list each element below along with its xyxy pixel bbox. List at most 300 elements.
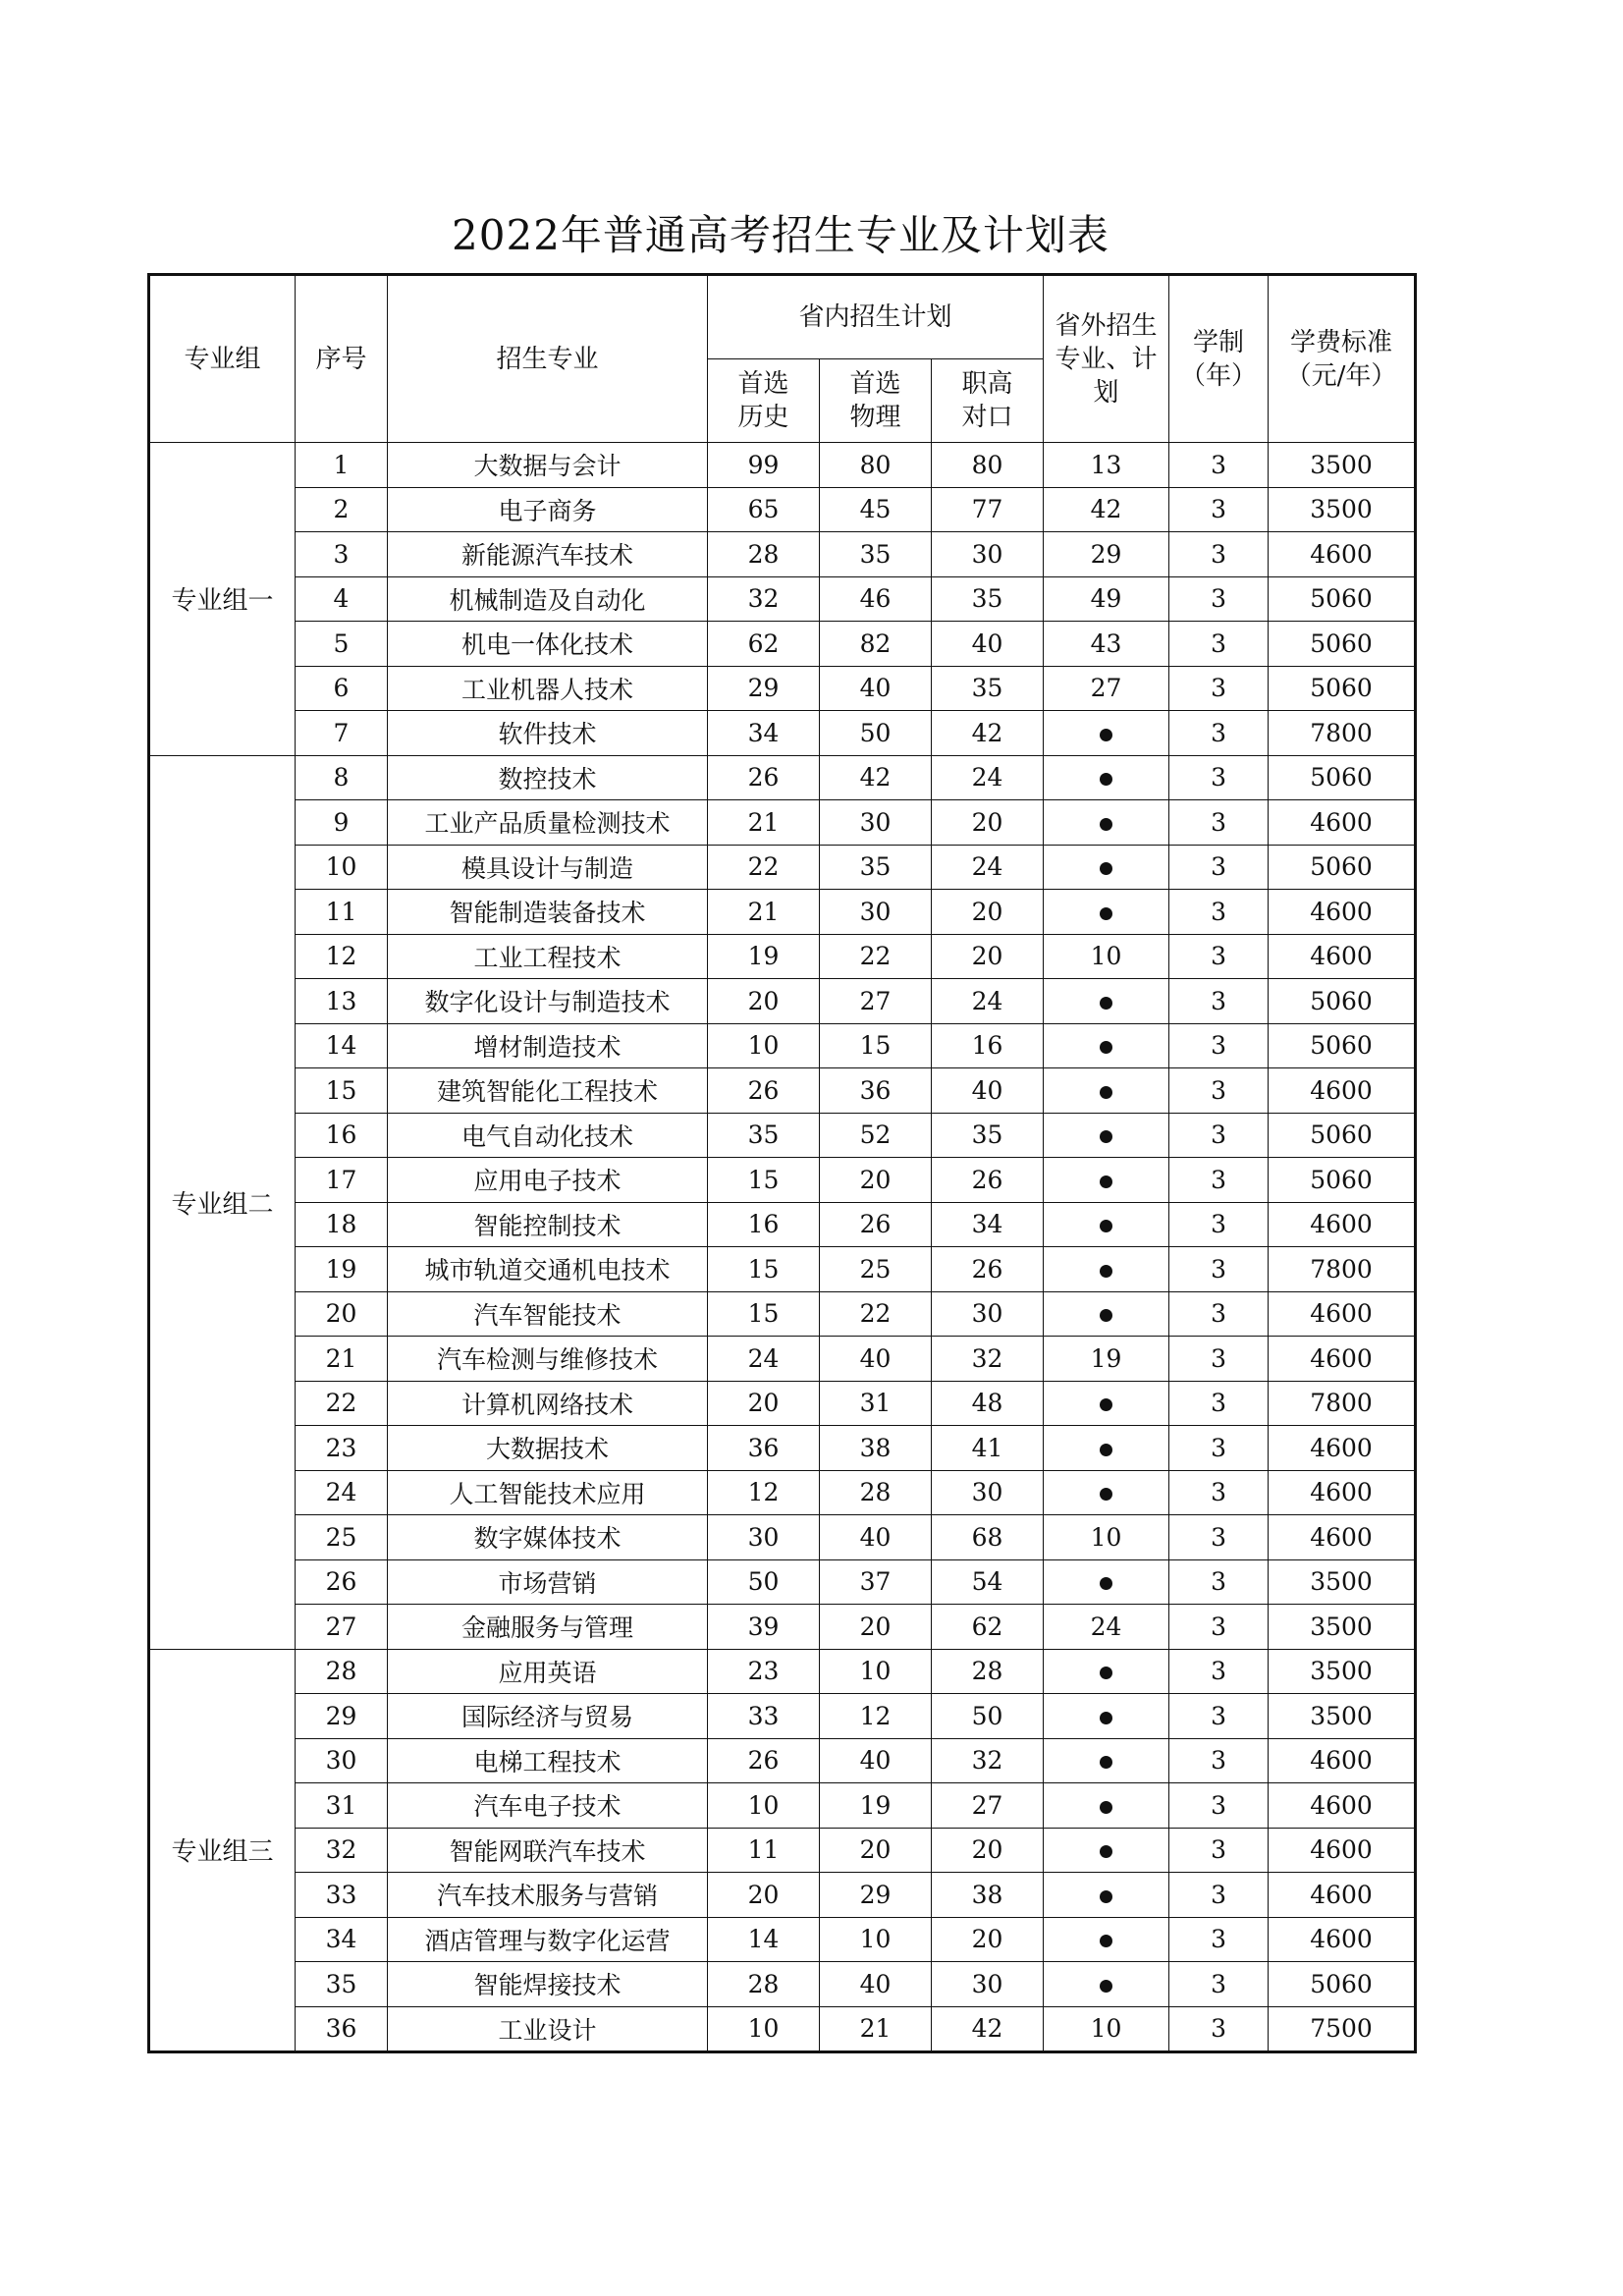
bullet-icon (1100, 1801, 1112, 1814)
tuition-cell: 3500 (1269, 487, 1416, 532)
seq-cell: 24 (296, 1470, 388, 1515)
tuition-cell: 4600 (1269, 1470, 1416, 1515)
years-cell: 3 (1169, 2006, 1269, 2052)
physics-count-cell: 10 (820, 1917, 932, 1962)
out-province-cell (1044, 890, 1169, 935)
bullet-icon (1100, 1712, 1112, 1724)
years-cell: 3 (1169, 1470, 1269, 1515)
years-cell: 3 (1169, 1828, 1269, 1873)
out-province-cell: 13 (1044, 443, 1169, 488)
bullet-icon (1100, 1220, 1112, 1232)
seq-cell: 9 (296, 800, 388, 846)
major-cell: 酒店管理与数字化运营 (388, 1917, 708, 1962)
seq-cell: 18 (296, 1202, 388, 1247)
major-cell: 市场营销 (388, 1559, 708, 1605)
table-row (149, 443, 1416, 488)
out-province-cell (1044, 1381, 1169, 1426)
major-cell: 工业产品质量检测技术 (388, 800, 708, 846)
bullet-icon (1100, 1845, 1112, 1858)
physics-count-cell: 15 (820, 1023, 932, 1068)
table-row (149, 1381, 1416, 1426)
physics-count-cell: 40 (820, 1337, 932, 1382)
enrollment-plan-table (147, 273, 1417, 2053)
table-row (149, 487, 1416, 532)
physics-count-cell: 20 (820, 1828, 932, 1873)
major-cell: 智能焊接技术 (388, 1962, 708, 2007)
seq-cell: 17 (296, 1158, 388, 1203)
years-cell: 3 (1169, 1426, 1269, 1471)
table-row (149, 1247, 1416, 1292)
tuition-cell: 4600 (1269, 532, 1416, 577)
out-province-cell: 10 (1044, 2006, 1169, 2052)
vocational-count-cell: 54 (932, 1559, 1044, 1605)
major-cell: 智能网联汽车技术 (388, 1828, 708, 1873)
tuition-cell: 5060 (1269, 755, 1416, 800)
vocational-count-cell: 32 (932, 1337, 1044, 1382)
years-cell: 3 (1169, 1649, 1269, 1694)
major-cell: 数控技术 (388, 755, 708, 800)
table-row (149, 711, 1416, 756)
tuition-cell: 5060 (1269, 1962, 1416, 2007)
history-count-cell: 26 (708, 1738, 820, 1783)
header-in-province: 省内招生计划 (708, 275, 1044, 359)
header-tuition: 学费标准（元/年） (1269, 275, 1416, 443)
vocational-count-cell: 27 (932, 1783, 1044, 1829)
vocational-count-cell: 32 (932, 1738, 1044, 1783)
seq-cell: 22 (296, 1381, 388, 1426)
vocational-count-cell: 30 (932, 1962, 1044, 2007)
header-physics: 首选物理 (820, 359, 932, 443)
header-vocational: 职高对口 (932, 359, 1044, 443)
years-cell: 3 (1169, 800, 1269, 846)
table-row (149, 1605, 1416, 1650)
history-count-cell: 19 (708, 934, 820, 979)
bullet-icon (1100, 1398, 1112, 1411)
vocational-count-cell: 30 (932, 1291, 1044, 1337)
tuition-cell: 4600 (1269, 800, 1416, 846)
history-count-cell: 26 (708, 755, 820, 800)
out-province-cell (1044, 1828, 1169, 1873)
years-cell: 3 (1169, 934, 1269, 979)
tuition-cell: 4600 (1269, 1873, 1416, 1918)
vocational-count-cell: 48 (932, 1381, 1044, 1426)
out-province-cell: 49 (1044, 576, 1169, 622)
table-row (149, 1515, 1416, 1560)
out-province-cell (1044, 755, 1169, 800)
history-count-cell: 22 (708, 845, 820, 890)
years-cell: 3 (1169, 443, 1269, 488)
table-row (149, 1337, 1416, 1382)
seq-cell: 27 (296, 1605, 388, 1650)
years-cell: 3 (1169, 1202, 1269, 1247)
tuition-cell: 4600 (1269, 1337, 1416, 1382)
physics-count-cell: 45 (820, 487, 932, 532)
vocational-count-cell: 16 (932, 1023, 1044, 1068)
table-row (149, 1649, 1416, 1694)
years-cell: 3 (1169, 1962, 1269, 2007)
vocational-count-cell: 20 (932, 934, 1044, 979)
table-row (149, 1917, 1416, 1962)
bullet-icon (1100, 818, 1112, 831)
seq-cell: 15 (296, 1068, 388, 1114)
bullet-icon (1100, 1041, 1112, 1054)
table-row (149, 1559, 1416, 1605)
history-count-cell: 28 (708, 532, 820, 577)
physics-count-cell: 30 (820, 890, 932, 935)
major-cell: 应用英语 (388, 1649, 708, 1694)
out-province-cell (1044, 1470, 1169, 1515)
out-province-cell (1044, 1247, 1169, 1292)
vocational-count-cell: 24 (932, 979, 1044, 1024)
tuition-cell: 4600 (1269, 1917, 1416, 1962)
seq-cell: 19 (296, 1247, 388, 1292)
bullet-icon (1100, 1935, 1112, 1947)
out-province-cell (1044, 1694, 1169, 1739)
history-count-cell: 33 (708, 1694, 820, 1739)
major-cell: 汽车智能技术 (388, 1291, 708, 1337)
out-province-cell: 42 (1044, 487, 1169, 532)
seq-cell: 25 (296, 1515, 388, 1560)
table-row (149, 934, 1416, 979)
history-count-cell: 99 (708, 443, 820, 488)
vocational-count-cell: 20 (932, 890, 1044, 935)
history-count-cell: 15 (708, 1247, 820, 1292)
vocational-count-cell: 77 (932, 487, 1044, 532)
physics-count-cell: 37 (820, 1559, 932, 1605)
major-cell: 城市轨道交通机电技术 (388, 1247, 708, 1292)
out-province-cell (1044, 1783, 1169, 1829)
bullet-icon (1100, 1444, 1112, 1456)
physics-count-cell: 10 (820, 1649, 932, 1694)
physics-count-cell: 29 (820, 1873, 932, 1918)
tuition-cell: 5060 (1269, 1158, 1416, 1203)
seq-cell: 2 (296, 487, 388, 532)
physics-count-cell: 26 (820, 1202, 932, 1247)
out-province-cell (1044, 1962, 1169, 2007)
physics-count-cell: 30 (820, 800, 932, 846)
major-cell: 汽车电子技术 (388, 1783, 708, 1829)
history-count-cell: 20 (708, 979, 820, 1024)
bullet-icon (1100, 1309, 1112, 1322)
years-cell: 3 (1169, 845, 1269, 890)
history-count-cell: 20 (708, 1381, 820, 1426)
bullet-icon (1100, 729, 1112, 741)
tuition-cell: 4600 (1269, 1202, 1416, 1247)
vocational-count-cell: 68 (932, 1515, 1044, 1560)
tuition-cell: 4600 (1269, 1426, 1416, 1471)
seq-cell: 21 (296, 1337, 388, 1382)
major-cell: 新能源汽车技术 (388, 532, 708, 577)
physics-count-cell: 27 (820, 979, 932, 1024)
years-cell: 3 (1169, 1559, 1269, 1605)
years-cell: 3 (1169, 1738, 1269, 1783)
years-cell: 3 (1169, 1783, 1269, 1829)
years-cell: 3 (1169, 622, 1269, 667)
history-count-cell: 15 (708, 1291, 820, 1337)
tuition-cell: 7800 (1269, 1381, 1416, 1426)
vocational-count-cell: 30 (932, 532, 1044, 577)
years-cell: 3 (1169, 1023, 1269, 1068)
history-count-cell: 36 (708, 1426, 820, 1471)
vocational-count-cell: 42 (932, 711, 1044, 756)
tuition-cell: 4600 (1269, 890, 1416, 935)
seq-cell: 12 (296, 934, 388, 979)
physics-count-cell: 40 (820, 1962, 932, 2007)
out-province-cell (1044, 1023, 1169, 1068)
physics-count-cell: 80 (820, 443, 932, 488)
vocational-count-cell: 35 (932, 576, 1044, 622)
physics-count-cell: 19 (820, 1783, 932, 1829)
history-count-cell: 65 (708, 487, 820, 532)
table-row (149, 1426, 1416, 1471)
major-cell: 人工智能技术应用 (388, 1470, 708, 1515)
table-row (149, 1694, 1416, 1739)
years-cell: 3 (1169, 1694, 1269, 1739)
major-cell: 电子商务 (388, 487, 708, 532)
table-row (149, 666, 1416, 711)
seq-cell: 14 (296, 1023, 388, 1068)
out-province-cell (1044, 1291, 1169, 1337)
seq-cell: 33 (296, 1873, 388, 1918)
vocational-count-cell: 35 (932, 1113, 1044, 1158)
history-count-cell: 62 (708, 622, 820, 667)
bullet-icon (1100, 1175, 1112, 1188)
physics-count-cell: 28 (820, 1470, 932, 1515)
table-body (149, 443, 1416, 2052)
vocational-count-cell: 80 (932, 443, 1044, 488)
history-count-cell: 14 (708, 1917, 820, 1962)
table-row (149, 1783, 1416, 1829)
history-count-cell: 32 (708, 576, 820, 622)
vocational-count-cell: 26 (932, 1158, 1044, 1203)
bullet-icon (1100, 1667, 1112, 1679)
seq-cell: 32 (296, 1828, 388, 1873)
history-count-cell: 50 (708, 1559, 820, 1605)
major-cell: 工业设计 (388, 2006, 708, 2052)
out-province-cell (1044, 800, 1169, 846)
seq-cell: 36 (296, 2006, 388, 2052)
seq-cell: 35 (296, 1962, 388, 2007)
seq-cell: 10 (296, 845, 388, 890)
tuition-cell: 3500 (1269, 1605, 1416, 1650)
table-row (149, 576, 1416, 622)
header-years: 学制（年） (1169, 275, 1269, 443)
group-label: 专业组二 (149, 755, 296, 1649)
major-cell: 机电一体化技术 (388, 622, 708, 667)
page-title: 2022年普通高考招生专业及计划表 (452, 211, 1109, 259)
major-cell: 工业工程技术 (388, 934, 708, 979)
physics-count-cell: 21 (820, 2006, 932, 2052)
years-cell: 3 (1169, 487, 1269, 532)
table-header (149, 275, 1416, 443)
out-province-cell: 19 (1044, 1337, 1169, 1382)
tuition-cell: 5060 (1269, 845, 1416, 890)
vocational-count-cell: 26 (932, 1247, 1044, 1292)
seq-cell: 23 (296, 1426, 388, 1471)
physics-count-cell: 12 (820, 1694, 932, 1739)
history-count-cell: 21 (708, 890, 820, 935)
seq-cell: 1 (296, 443, 388, 488)
out-province-cell (1044, 711, 1169, 756)
major-cell: 软件技术 (388, 711, 708, 756)
history-count-cell: 26 (708, 1068, 820, 1114)
major-cell: 大数据与会计 (388, 443, 708, 488)
vocational-count-cell: 20 (932, 800, 1044, 846)
major-cell: 工业机器人技术 (388, 666, 708, 711)
history-count-cell: 10 (708, 1783, 820, 1829)
out-province-cell (1044, 1426, 1169, 1471)
physics-count-cell: 20 (820, 1158, 932, 1203)
physics-count-cell: 52 (820, 1113, 932, 1158)
physics-count-cell: 20 (820, 1605, 932, 1650)
history-count-cell: 16 (708, 1202, 820, 1247)
physics-count-cell: 36 (820, 1068, 932, 1114)
physics-count-cell: 35 (820, 845, 932, 890)
major-cell: 国际经济与贸易 (388, 1694, 708, 1739)
table-row (149, 1023, 1416, 1068)
bullet-icon (1100, 1577, 1112, 1590)
physics-count-cell: 38 (820, 1426, 932, 1471)
major-cell: 数字媒体技术 (388, 1515, 708, 1560)
tuition-cell: 3500 (1269, 1559, 1416, 1605)
vocational-count-cell: 24 (932, 845, 1044, 890)
seq-cell: 5 (296, 622, 388, 667)
group-label: 专业组三 (149, 1649, 296, 2052)
vocational-count-cell: 30 (932, 1470, 1044, 1515)
vocational-count-cell: 35 (932, 666, 1044, 711)
seq-cell: 28 (296, 1649, 388, 1694)
table-row (149, 845, 1416, 890)
years-cell: 3 (1169, 532, 1269, 577)
tuition-cell: 7500 (1269, 2006, 1416, 2052)
seq-cell: 7 (296, 711, 388, 756)
table-row (149, 890, 1416, 935)
bullet-icon (1100, 1980, 1112, 1993)
table-row (149, 1291, 1416, 1337)
out-province-cell (1044, 1738, 1169, 1783)
major-cell: 数字化设计与制造技术 (388, 979, 708, 1024)
physics-count-cell: 25 (820, 1247, 932, 1292)
physics-count-cell: 35 (820, 532, 932, 577)
years-cell: 3 (1169, 1158, 1269, 1203)
table-row (149, 1738, 1416, 1783)
tuition-cell: 5060 (1269, 666, 1416, 711)
table-row (149, 1873, 1416, 1918)
table-row (149, 1068, 1416, 1114)
tuition-cell: 4600 (1269, 1783, 1416, 1829)
physics-count-cell: 40 (820, 666, 932, 711)
years-cell: 3 (1169, 1337, 1269, 1382)
years-cell: 3 (1169, 1381, 1269, 1426)
out-province-cell (1044, 1202, 1169, 1247)
bullet-icon (1100, 1488, 1112, 1501)
major-cell: 电气自动化技术 (388, 1113, 708, 1158)
physics-count-cell: 22 (820, 1291, 932, 1337)
tuition-cell: 5060 (1269, 1023, 1416, 1068)
header-history: 首选历史 (708, 359, 820, 443)
vocational-count-cell: 20 (932, 1828, 1044, 1873)
seq-cell: 34 (296, 1917, 388, 1962)
table-row (149, 1962, 1416, 2007)
seq-cell: 16 (296, 1113, 388, 1158)
bullet-icon (1100, 1265, 1112, 1278)
vocational-count-cell: 50 (932, 1694, 1044, 1739)
out-province-cell: 29 (1044, 532, 1169, 577)
bullet-icon (1100, 862, 1112, 875)
major-cell: 汽车技术服务与营销 (388, 1873, 708, 1918)
vocational-count-cell: 34 (932, 1202, 1044, 1247)
vocational-count-cell: 41 (932, 1426, 1044, 1471)
years-cell: 3 (1169, 890, 1269, 935)
history-count-cell: 10 (708, 1023, 820, 1068)
tuition-cell: 3500 (1269, 443, 1416, 488)
bullet-icon (1100, 907, 1112, 920)
table-row (149, 800, 1416, 846)
history-count-cell: 12 (708, 1470, 820, 1515)
major-cell: 金融服务与管理 (388, 1605, 708, 1650)
years-cell: 3 (1169, 666, 1269, 711)
vocational-count-cell: 62 (932, 1605, 1044, 1650)
years-cell: 3 (1169, 755, 1269, 800)
major-cell: 模具设计与制造 (388, 845, 708, 890)
out-province-cell (1044, 1649, 1169, 1694)
out-province-cell: 10 (1044, 1515, 1169, 1560)
years-cell: 3 (1169, 1113, 1269, 1158)
vocational-count-cell: 28 (932, 1649, 1044, 1694)
major-cell: 智能控制技术 (388, 1202, 708, 1247)
history-count-cell: 10 (708, 2006, 820, 2052)
table-row (149, 1113, 1416, 1158)
seq-cell: 29 (296, 1694, 388, 1739)
table-row (149, 1202, 1416, 1247)
out-province-cell (1044, 979, 1169, 1024)
major-cell: 应用电子技术 (388, 1158, 708, 1203)
tuition-cell: 4600 (1269, 934, 1416, 979)
tuition-cell: 5060 (1269, 622, 1416, 667)
seq-cell: 11 (296, 890, 388, 935)
history-count-cell: 21 (708, 800, 820, 846)
vocational-count-cell: 40 (932, 622, 1044, 667)
table-row (149, 622, 1416, 667)
years-cell: 3 (1169, 1873, 1269, 1918)
seq-cell: 13 (296, 979, 388, 1024)
bullet-icon (1100, 773, 1112, 786)
physics-count-cell: 31 (820, 1381, 932, 1426)
physics-count-cell: 50 (820, 711, 932, 756)
history-count-cell: 15 (708, 1158, 820, 1203)
major-cell: 建筑智能化工程技术 (388, 1068, 708, 1114)
tuition-cell: 5060 (1269, 576, 1416, 622)
seq-cell: 6 (296, 666, 388, 711)
years-cell: 3 (1169, 1068, 1269, 1114)
history-count-cell: 30 (708, 1515, 820, 1560)
bullet-icon (1100, 1890, 1112, 1903)
vocational-count-cell: 40 (932, 1068, 1044, 1114)
vocational-count-cell: 38 (932, 1873, 1044, 1918)
history-count-cell: 23 (708, 1649, 820, 1694)
major-cell: 机械制造及自动化 (388, 576, 708, 622)
seq-cell: 30 (296, 1738, 388, 1783)
out-province-cell: 10 (1044, 934, 1169, 979)
major-cell: 增材制造技术 (388, 1023, 708, 1068)
bullet-icon (1100, 1130, 1112, 1143)
table-row (149, 755, 1416, 800)
physics-count-cell: 40 (820, 1738, 932, 1783)
out-province-cell (1044, 1873, 1169, 1918)
table-row (149, 1158, 1416, 1203)
seq-cell: 31 (296, 1783, 388, 1829)
tuition-cell: 5060 (1269, 1113, 1416, 1158)
